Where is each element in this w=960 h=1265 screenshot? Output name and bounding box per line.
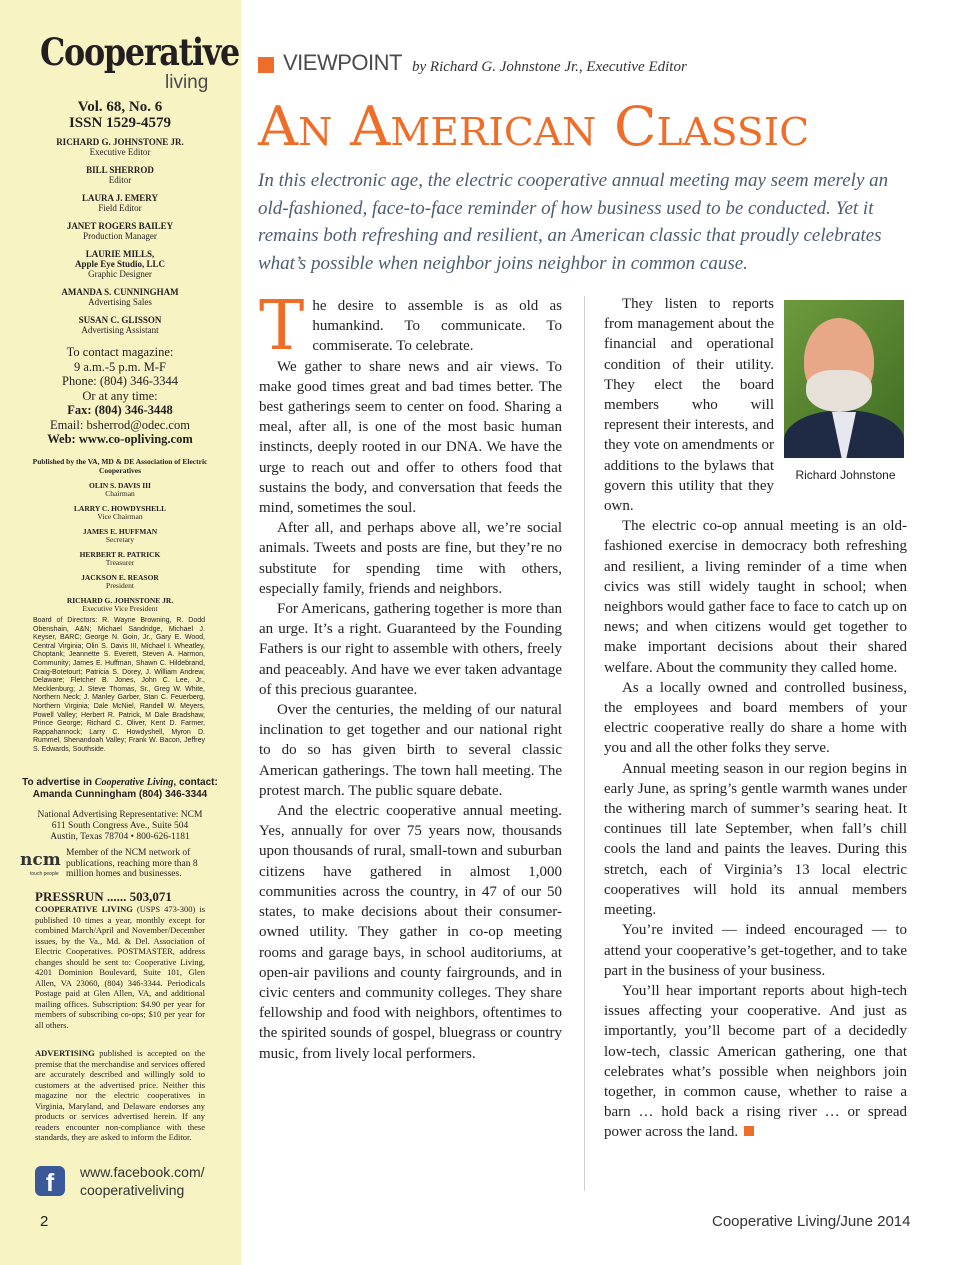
advertise-text-end: , contact:: [173, 777, 218, 788]
officer-name: RICHARD G. JOHNSTONE JR.: [66, 596, 174, 605]
column-divider: [584, 296, 585, 1191]
contact-anytime: Or at any time:: [82, 388, 158, 403]
contact-email[interactable]: Email: bsherrod@odec.com: [50, 417, 190, 432]
volume-info: [20, 99, 220, 131]
officer-entry: [20, 482, 220, 498]
page-footer: Cooperative Living/June 2014: [712, 1213, 911, 1230]
body-paragraph: You’re invited — indeed encouraged — to attend your cooperative’s get-together, and to take part in the business of your business.: [604, 922, 907, 979]
advertising-text: published is accepted on the premise that the merchandise and services offered are accurately described and willingly sold to customers at the advertised price. Neither this magazine nor the electric cooperatives in Virginia, Maryland, and Delaware endorses any products or services advertised herein. If any readers encounter non-compliance with these standards, they are asked to inform the Editor.: [35, 1048, 205, 1142]
facebook-url-line[interactable]: www.facebook.com/: [80, 1164, 205, 1180]
contact-hours: 9 a.m.-5 p.m. M-F: [73, 359, 166, 374]
contact-web[interactable]: Web: www.co-opliving.com: [47, 432, 193, 446]
officer-title: Treasurer: [105, 558, 135, 567]
publisher-note: Published by the VA, MD & DE Association of Electric Cooperatives: [32, 457, 208, 475]
staff-entry: [20, 315, 220, 335]
ncm-rep-line: Austin, Texas 78704 • 800-626-1181: [50, 832, 190, 842]
advertise-magazine: Cooperative Living: [94, 777, 174, 788]
officer-entry: [20, 528, 220, 544]
body-paragraph: For Americans, gathering together is more than an urge. It’s a right. Guaranteed by the Founding Fathers is our right to assemble with others, freely and peaceably. And have we ever taken advantage of this precious guarantee.: [259, 601, 562, 698]
officer-name: JACKSON E. REASOR: [81, 573, 159, 582]
dek: In this electronic age, the electric cooperative annual meeting may seem merely an old-fashioned, face-to-face reminder of how business used to be conducted. Yet it remains both refreshing and resilient, an American classic that proudly celebrates what’s possible when neighbor joins neighbor in common cause.: [258, 170, 889, 274]
article-column-2: [604, 294, 907, 1143]
officer-title: Vice Chairman: [97, 512, 143, 521]
board-of-directors: Board of Directors: R. Wayne Browning, R. Dodd Obenshain, A&N; Michael Sandridge, Michael J. Keyser, BARC; George N. Goin, Jr., Gary E. Wood, Central Virginia; Olin S. Davis III, Michael I. Wheatley, Choptank; Jeannette S. Everett, Steven A. Harmon, Community; James E. Huffman, Shawn C. Hildebrand, Craig-Botetourt; Patricia S. Dorey, J. William Andrew, Delaware; Fletcher B. Jones, John C. Lee, Jr., Mecklenburg; J. Steve Thomas, Sr., Greg W. White, Northern Neck; J. Manley Garber, Stan C. Feuerberg, Northern Virginia; Dale McNiel, Randell W. Meyers, Powell Valley; Herbert R. Patrick, M Dale Bradshaw, Prince George; Richard C. Oliver, Kent D. Farmer, Rappahannock; Larry C. Howdyshell, Myron D. Rummel, Shenandoah Valley; Frank W. Bacon, Jeffrey S. Edwards, Southside.: [33, 617, 205, 753]
staff-title: Executive Editor: [89, 147, 151, 157]
staff-entry: [20, 287, 220, 307]
ncm-rep-line: 611 South Congress Ave., Suite 504: [51, 821, 189, 831]
masthead-sidebar: [0, 0, 241, 1265]
end-mark-icon: [744, 1126, 754, 1136]
section-marker-icon: [258, 57, 274, 73]
staff-title: Advertising Assistant: [81, 325, 159, 335]
body-paragraph: Over the centuries, the melding of our natural inclination to get together and our national right to do so has given birth to several classic American gatherings. The town hall meeting. The protest march. The public square debate.: [259, 702, 562, 799]
headline: An American Classic: [258, 95, 810, 158]
advertise-contact: [20, 777, 220, 801]
body-paragraph: Annual meeting season in our region begins in early June, as spring’s gentle warmth wanes under the withering march of summer’s searing heat. It continues till late September, when fall’s chill cools the land and paints the leaves. During this stretch, each of Virginia’s 13 local electric cooperatives will hold its annual members meeting.: [604, 760, 907, 919]
contact-heading: To contact magazine:: [66, 345, 174, 359]
staff-title: Advertising Sales: [88, 297, 152, 307]
staff-name: AMANDA S. CUNNINGHAM: [61, 287, 179, 297]
officer-entry: [20, 597, 220, 613]
pressrun-text: (USPS 473-300) is published 10 times a year, monthly except for combined March/April and November/December issues, by the Va., Md. & Del. Association of Electric Cooperatives. POSTMASTER, address changes should be sent to: Cooperative Living, 4201 Dominion Boulevard, Suite 101, Glen Allen, VA 23060, (804) 346-3344. Periodicals Postage paid at Glen Allen, VA, and additional mailing offices. Subscription: $4.90 per year for members of subscribing co-ops; $10 per year for all others.: [35, 904, 205, 1030]
officer-entry: [20, 505, 220, 521]
facebook-icon[interactable]: f: [35, 1166, 65, 1196]
staff-title: Graphic Designer: [88, 269, 152, 279]
officer-entry: [20, 551, 220, 567]
contact-block: [20, 345, 220, 447]
officer-name: JAMES E. HUFFMAN: [82, 527, 158, 536]
pressrun-dots: ......: [103, 889, 130, 904]
contact-fax: Fax: (804) 346-3448: [67, 403, 173, 417]
volume-number: Vol. 68, No. 6: [77, 99, 163, 115]
photo-caption: Richard Johnstone: [795, 468, 896, 482]
pressrun-pub: COOPERATIVE LIVING: [35, 904, 133, 914]
advertise-text: To advertise in: [22, 777, 95, 788]
body-paragraph: The electric co-op annual meeting is an old-fashioned exercise in democracy both refreshing and resilient, a living reminder of a time when civics was still widely taught in school; when neighbors would gather face to face to catch up on news; and when citizens would get together to make important decisions about their shared welfare. About the community they called home.: [604, 518, 907, 676]
ncm-logo-tagline: touch people: [30, 871, 59, 877]
ncm-rep-line: National Advertising Representative: NCM: [37, 810, 203, 820]
staff-name: LAURA J. EMERY: [82, 193, 158, 203]
lead-text: he desire to assemble is as old as humankind. To communicate. To commiserate. To celebrate.: [312, 298, 562, 355]
advertise-line-1: [20, 777, 220, 789]
staff-name: SUSAN C. GLISSON: [78, 315, 162, 325]
pressrun-body: [35, 904, 205, 1030]
advertising-label: ADVERTISING: [35, 1048, 95, 1058]
article-column-1: [259, 287, 562, 1064]
staff-title: Editor: [108, 175, 132, 185]
staff-entry: [20, 193, 220, 213]
officer-title: President: [106, 581, 134, 590]
lead-paragraph: [259, 287, 562, 366]
pressrun-heading: [35, 890, 205, 904]
officer-title: Chairman: [105, 489, 135, 498]
staff-entry: [20, 249, 220, 279]
author-photo-block: [784, 300, 907, 482]
facebook-link[interactable]: [80, 1163, 230, 1199]
ncm-network-note: Member of the NCM network of publications, reaching more than 8 million homes and businesses.: [66, 848, 198, 879]
body-paragraph: After all, and perhaps above all, we’re social animals. Tweets and posts are fine, but they’re no substitute for spending time with others, especially family, friends and neighbors.: [259, 520, 562, 597]
masthead-sub: living: [165, 72, 209, 93]
staff-name: LAURIE MILLS,: [85, 249, 155, 259]
officer-name: OLIN S. DAVIS III: [89, 481, 151, 490]
section-label: VIEWPOINT: [283, 50, 402, 75]
ncm-logo-text: ncm: [20, 850, 61, 870]
body-paragraph: They listen to reports from management about the financial and operational condition of their utility. They elect the board members who will represent their interests, and they vote on amendments or additions to the bylaws that govern this utility that they own.: [604, 296, 774, 515]
issn: ISSN 1529-4579: [68, 115, 172, 131]
page-number: 2: [40, 1213, 49, 1230]
staff-name: JANET ROGERS BAILEY: [66, 221, 174, 231]
advertising-policy: [35, 1048, 205, 1143]
byline: by Richard G. Johnstone Jr., Executive Editor: [412, 59, 687, 75]
author-photo: [784, 300, 904, 458]
masthead-brand: Cooperative: [40, 30, 239, 74]
ncm-logo: [20, 850, 70, 880]
staff-entry: [20, 165, 220, 185]
staff-title: Production Manager: [83, 231, 157, 241]
officer-name: LARRY C. HOWDYSHELL: [73, 504, 167, 513]
officer-entry: [20, 574, 220, 590]
body-paragraph: As a locally owned and controlled business, the employees and board members of your electric cooperative really do share a home with you and all the other folks they serve.: [604, 679, 907, 757]
drop-cap: T: [259, 287, 305, 366]
officer-title: Secretary: [105, 535, 135, 544]
pressrun-label: PRESSRUN: [35, 889, 104, 904]
staff-list: [20, 137, 220, 343]
ncm-representative: [20, 810, 220, 843]
staff-studio: Apple Eye Studio, LLC: [74, 259, 166, 269]
staff-title: Field Editor: [98, 203, 142, 213]
officer-name: HERBERT R. PATRICK: [79, 550, 161, 559]
final-text: You’ll hear important reports about high-tech issues affecting your cooperative. And just as importantly, you’ll become part of a decidedly low-tech, classic American gathering, one that celebrates what’s possible when neighbors join together, in common cause, whether to raise a barn … hold back a rising river … or spread power across the land.: [604, 982, 907, 1141]
pressrun-count: 503,071: [129, 889, 172, 904]
masthead-logo: [40, 30, 239, 93]
final-paragraph: [604, 981, 907, 1143]
body-paragraph: We gather to share news and air views. To make good times great and bad times better. The best gatherings seem to center on food. Sharing a meal, after all, is one of the most basic human instincts, deeply rooted in our DNA. We have the urge to reach out and offer to others food that sustains the body, and conversation that feeds the mind, sometimes the soul.: [259, 358, 562, 517]
contact-phone: Phone: (804) 346-3344: [62, 374, 178, 388]
pressrun-block: [35, 890, 205, 1030]
staff-entry: [20, 137, 220, 157]
officers-list: [20, 482, 220, 620]
facebook-url-line[interactable]: cooperativeliving: [80, 1182, 185, 1198]
advertise-line-2: Amanda Cunningham (804) 346-3344: [32, 789, 208, 800]
staff-name: BILL SHERROD: [86, 165, 154, 175]
officer-title: Executive Vice President: [82, 604, 158, 613]
body-paragraph: And the electric cooperative annual meeting. Yes, annually for over 75 years now, thousands upon thousands of rural, small-town and suburban citizens have gathered in almost 1,000 communities across the country, in 47 of our 50 states, to make decisions about their consumer-owned utility. They gather in co-op meeting rooms and garage bays, in school auditoriums, at open-air pavilions and county fairgrounds, and in civic centers and community colleges. They share fellowship and food with neighbors, oftentimes to the spirited sounds of gospel, bluegrass or country music, from lively local performers.: [259, 803, 562, 1062]
staff-entry: [20, 221, 220, 241]
staff-name: RICHARD G. JOHNSTONE JR.: [56, 137, 184, 147]
